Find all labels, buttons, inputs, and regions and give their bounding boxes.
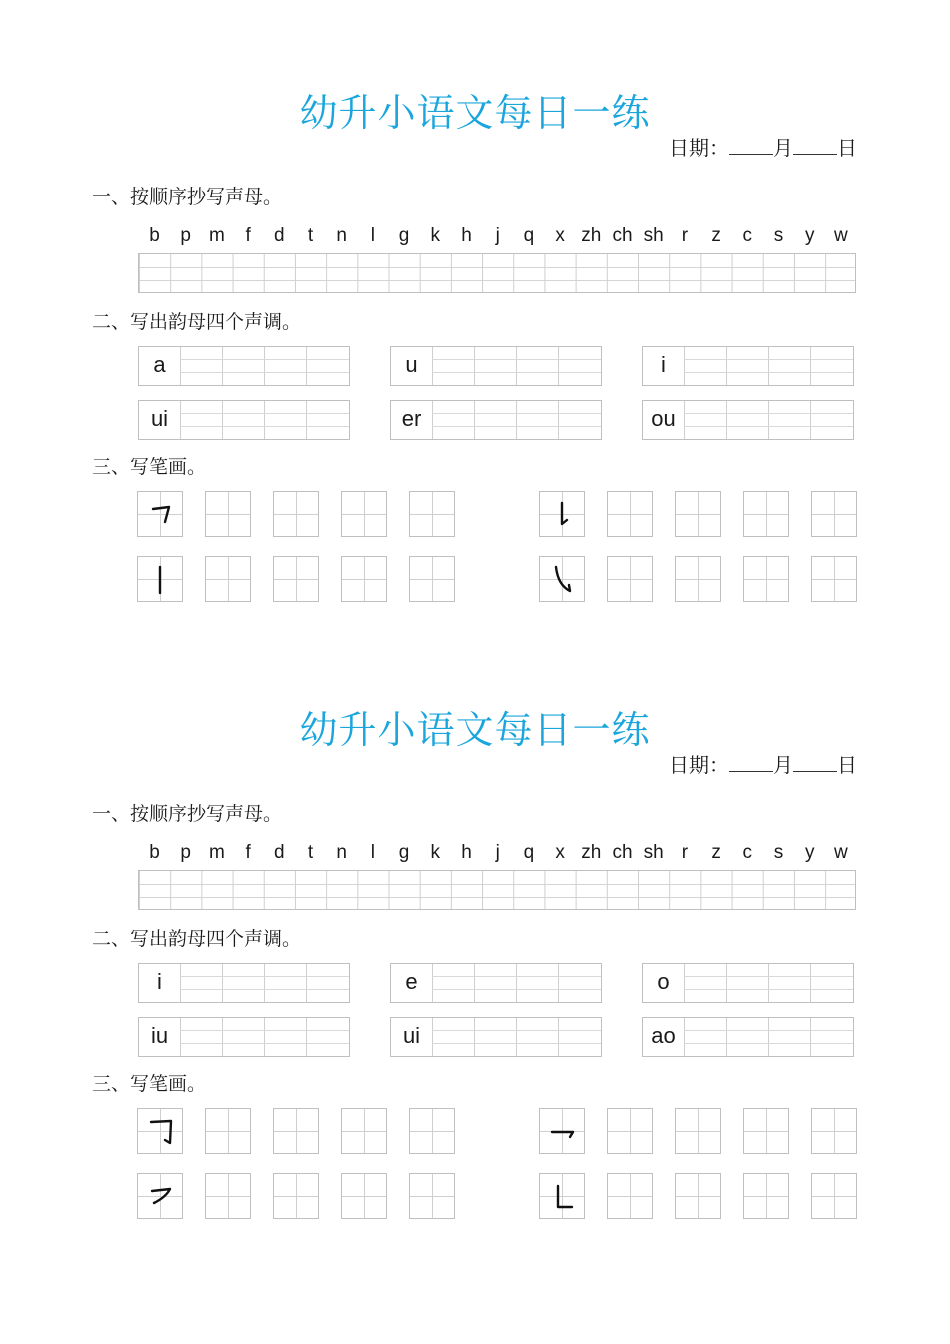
- heng-gou-icon: [540, 1109, 586, 1155]
- stroke-practice-box[interactable]: [811, 1173, 857, 1219]
- guide-line: [432, 1030, 601, 1031]
- tone-cell[interactable]: [558, 347, 600, 385]
- tone-cells[interactable]: [432, 1018, 601, 1056]
- tone-cell[interactable]: [180, 401, 222, 439]
- stroke-practice-box[interactable]: [205, 1108, 251, 1154]
- question-2-title: 二、写出韵母四个声调。: [92, 311, 302, 333]
- heng-zhe-gou-icon: [138, 1109, 184, 1155]
- tone-row[interactable]: [390, 400, 602, 440]
- tone-row[interactable]: [138, 346, 350, 386]
- consonant-letter: l: [370, 842, 375, 863]
- stroke-example-box: [137, 1108, 183, 1154]
- final-label: ui: [150, 406, 169, 431]
- tone-cell[interactable]: [768, 964, 810, 1002]
- tone-cell[interactable]: [474, 964, 516, 1002]
- tone-cell[interactable]: [516, 347, 558, 385]
- stroke-practice-box[interactable]: [743, 1173, 789, 1219]
- month-label: 月: [773, 753, 793, 777]
- consonant-letter: d: [274, 225, 285, 246]
- guide-line: [180, 1043, 349, 1044]
- guide-line: [684, 413, 853, 414]
- stroke-practice-box[interactable]: [205, 556, 251, 602]
- tone-cell[interactable]: [726, 964, 768, 1002]
- tone-cell[interactable]: [768, 401, 810, 439]
- tone-row[interactable]: [138, 400, 350, 440]
- tone-row[interactable]: [138, 963, 350, 1003]
- page-title: 幼升小语文每日一练: [299, 91, 651, 135]
- question-2-title: 二、写出韵母四个声调。: [92, 928, 302, 950]
- guide-line: [180, 1030, 349, 1031]
- consonant-letter: s: [773, 225, 784, 246]
- stroke-example-box: [137, 491, 183, 537]
- consonant-letter: l: [370, 225, 375, 246]
- stroke-practice-box[interactable]: [743, 556, 789, 602]
- stroke-practice-box[interactable]: [811, 491, 857, 537]
- guide-line: [684, 426, 853, 427]
- tone-row[interactable]: [390, 1017, 602, 1057]
- tone-cells[interactable]: [684, 347, 853, 385]
- shu-icon: [138, 557, 184, 603]
- consonant-letter: k: [430, 842, 441, 863]
- guide-line: [684, 372, 853, 373]
- tone-cells[interactable]: [432, 347, 601, 385]
- guide-line: [432, 976, 601, 977]
- guide-line: [180, 359, 349, 360]
- date-line: [669, 751, 857, 779]
- question-3-title: 三、写笔画。: [92, 1073, 207, 1095]
- consonant-letter: h: [461, 842, 472, 863]
- consonant-letter: h: [461, 225, 472, 246]
- consonant-list: [139, 222, 857, 250]
- tone-cells[interactable]: [684, 964, 853, 1002]
- tone-cell[interactable]: [264, 1018, 306, 1056]
- day-label: 日: [837, 136, 857, 160]
- tone-cells[interactable]: [180, 1018, 349, 1056]
- tone-row[interactable]: [642, 346, 854, 386]
- stroke-example-box: [539, 1108, 585, 1154]
- stroke-practice-box[interactable]: [341, 1173, 387, 1219]
- stroke-practice-box[interactable]: [811, 1108, 857, 1154]
- tone-row[interactable]: [642, 400, 854, 440]
- final-label: u: [405, 352, 418, 377]
- stroke-practice-box[interactable]: [273, 1173, 319, 1219]
- tone-cell[interactable]: [726, 401, 768, 439]
- consonant-letter: f: [245, 225, 251, 246]
- guide-line: [432, 413, 601, 414]
- tone-cell[interactable]: [432, 401, 474, 439]
- tone-cell[interactable]: [810, 401, 852, 439]
- tone-cell[interactable]: [474, 347, 516, 385]
- final-label: a: [153, 352, 166, 377]
- guide-line: [180, 976, 349, 977]
- consonant-letter: p: [180, 842, 191, 863]
- consonant-letter: r: [681, 842, 689, 863]
- tone-cell[interactable]: [558, 1018, 600, 1056]
- copy-writing-grid[interactable]: [138, 870, 856, 910]
- stroke-practice-box[interactable]: [409, 491, 455, 537]
- month-blank[interactable]: [729, 753, 773, 772]
- consonant-letter: f: [245, 842, 251, 863]
- stroke-practice-box[interactable]: [205, 491, 251, 537]
- stroke-example-box: [539, 1173, 585, 1219]
- stroke-practice-box[interactable]: [675, 1108, 721, 1154]
- consonant-letter: w: [834, 842, 848, 863]
- tone-cells[interactable]: [180, 401, 349, 439]
- stroke-practice-box[interactable]: [607, 491, 653, 537]
- tone-cell[interactable]: [726, 347, 768, 385]
- stroke-practice-box[interactable]: [409, 1108, 455, 1154]
- guide-line: [432, 989, 601, 990]
- final-label: ou: [651, 406, 676, 431]
- consonant-letter: n: [336, 842, 347, 863]
- stroke-practice-box[interactable]: [341, 1108, 387, 1154]
- consonant-letter: n: [336, 225, 347, 246]
- tone-cell[interactable]: [222, 1018, 264, 1056]
- stroke-example-box: [539, 556, 585, 602]
- stroke-practice-box[interactable]: [607, 556, 653, 602]
- tone-cell[interactable]: [222, 347, 264, 385]
- consonant-letter: x: [555, 842, 565, 863]
- guide-line: [684, 976, 853, 977]
- stroke-practice-box[interactable]: [273, 491, 319, 537]
- consonant-letter: t: [307, 842, 314, 863]
- consonant-letter: z: [711, 225, 721, 246]
- shu-zhe-icon: [540, 1174, 586, 1220]
- tone-cell[interactable]: [558, 964, 600, 1002]
- tone-cell[interactable]: [810, 347, 852, 385]
- tone-cells[interactable]: [180, 964, 349, 1002]
- tone-cell[interactable]: [432, 964, 474, 1002]
- consonant-letter: g: [398, 842, 410, 863]
- consonant-letter: g: [398, 225, 410, 246]
- stroke-practice-box[interactable]: [675, 1173, 721, 1219]
- tone-cell[interactable]: [516, 964, 558, 1002]
- stroke-practice-box[interactable]: [743, 491, 789, 537]
- date-label: 日期：: [669, 753, 729, 777]
- tone-cell[interactable]: [768, 347, 810, 385]
- tone-cell[interactable]: [810, 1018, 852, 1056]
- consonant-letter: d: [274, 842, 285, 863]
- tone-cell[interactable]: [306, 964, 348, 1002]
- final-label: o: [657, 969, 670, 994]
- consonant-letter: m: [208, 842, 225, 863]
- stroke-practice-box[interactable]: [811, 556, 857, 602]
- tone-cell[interactable]: [726, 1018, 768, 1056]
- stroke-practice-box[interactable]: [607, 1108, 653, 1154]
- question-1-title: 一、按顺序抄写声母。: [92, 186, 283, 208]
- day-label: 日: [837, 753, 857, 777]
- stroke-example-box: [539, 491, 585, 537]
- day-blank[interactable]: [793, 136, 837, 155]
- guide-line: [684, 1043, 853, 1044]
- guide-line: [432, 426, 601, 427]
- date-line: [669, 134, 857, 162]
- tone-cell[interactable]: [264, 964, 306, 1002]
- tone-cell[interactable]: [432, 1018, 474, 1056]
- consonant-letter: b: [149, 842, 160, 863]
- tone-row[interactable]: [138, 1017, 350, 1057]
- worksheet-1: [0, 0, 950, 620]
- date-label: 日期：: [669, 136, 729, 160]
- consonant-letter: sh: [643, 225, 664, 246]
- consonant-letter: y: [804, 842, 815, 863]
- tone-row[interactable]: [642, 1017, 854, 1057]
- guide-line: [432, 1043, 601, 1044]
- consonant-letter: m: [208, 225, 225, 246]
- consonant-letter: q: [523, 842, 535, 863]
- guide-line: [684, 359, 853, 360]
- final-label: iu: [150, 1023, 169, 1048]
- consonant-letter: zh: [581, 225, 602, 246]
- consonant-letter: y: [804, 225, 815, 246]
- consonant-letter: p: [180, 225, 191, 246]
- consonant-letter: b: [149, 225, 160, 246]
- tone-cell[interactable]: [684, 964, 726, 1002]
- tone-cell[interactable]: [474, 401, 516, 439]
- question-1-title: 一、按顺序抄写声母。: [92, 803, 283, 825]
- consonant-letter: zh: [581, 842, 602, 863]
- consonant-letter: ch: [612, 225, 633, 246]
- stroke-practice-box[interactable]: [273, 1108, 319, 1154]
- tone-cell[interactable]: [180, 964, 222, 1002]
- final-label: ao: [651, 1023, 676, 1048]
- final-label: ui: [402, 1023, 421, 1048]
- day-blank[interactable]: [793, 753, 837, 772]
- tone-cell[interactable]: [810, 964, 852, 1002]
- stroke-example-box: [137, 1173, 183, 1219]
- shu-ti-icon: [540, 492, 586, 538]
- consonant-letter: z: [711, 842, 721, 863]
- consonant-letter: t: [307, 225, 314, 246]
- month-blank[interactable]: [729, 136, 773, 155]
- guide-line: [432, 359, 601, 360]
- consonant-letter: sh: [643, 842, 664, 863]
- tone-cells[interactable]: [684, 1018, 853, 1056]
- tone-cell[interactable]: [558, 401, 600, 439]
- tone-cell[interactable]: [264, 347, 306, 385]
- tone-cell[interactable]: [474, 1018, 516, 1056]
- wo-gou-icon: [540, 557, 586, 603]
- tone-cell[interactable]: [222, 964, 264, 1002]
- tone-cells[interactable]: [180, 347, 349, 385]
- heng-pie-icon: [138, 1174, 184, 1220]
- tone-cell[interactable]: [180, 1018, 222, 1056]
- tone-row[interactable]: [390, 963, 602, 1003]
- copy-writing-grid[interactable]: [138, 253, 856, 293]
- guide-line: [180, 426, 349, 427]
- tone-cell[interactable]: [306, 347, 348, 385]
- tone-cells[interactable]: [432, 964, 601, 1002]
- stroke-example-box: [137, 556, 183, 602]
- stroke-practice-box[interactable]: [675, 491, 721, 537]
- consonant-letter: c: [742, 842, 753, 863]
- consonant-letter: s: [773, 842, 784, 863]
- stroke-practice-box[interactable]: [409, 1173, 455, 1219]
- consonant-letter: x: [555, 225, 565, 246]
- month-label: 月: [773, 136, 793, 160]
- final-label: i: [661, 352, 666, 377]
- stroke-practice-box[interactable]: [743, 1108, 789, 1154]
- stroke-practice-box[interactable]: [205, 1173, 251, 1219]
- tone-cell[interactable]: [306, 401, 348, 439]
- consonant-letter: w: [834, 225, 848, 246]
- tone-row[interactable]: [642, 963, 854, 1003]
- stroke-practice-box[interactable]: [409, 556, 455, 602]
- tone-cell[interactable]: [684, 401, 726, 439]
- heng-zhe-icon: [138, 492, 184, 538]
- tone-row[interactable]: [390, 346, 602, 386]
- final-label: e: [405, 969, 418, 994]
- consonant-letter: r: [681, 225, 689, 246]
- worksheet-2: [0, 617, 950, 1237]
- tone-cells[interactable]: [432, 401, 601, 439]
- final-label: er: [401, 406, 422, 431]
- page-title: 幼升小语文每日一练: [299, 708, 651, 752]
- guide-line: [180, 989, 349, 990]
- consonant-letter: j: [495, 842, 500, 863]
- tone-cell[interactable]: [264, 401, 306, 439]
- guide-line: [684, 989, 853, 990]
- guide-line: [180, 413, 349, 414]
- stroke-practice-box[interactable]: [273, 556, 319, 602]
- consonant-letter: q: [523, 225, 535, 246]
- tone-cell[interactable]: [516, 1018, 558, 1056]
- final-label: i: [157, 969, 162, 994]
- consonant-list: [139, 839, 857, 867]
- tone-cell[interactable]: [222, 401, 264, 439]
- tone-cell[interactable]: [684, 347, 726, 385]
- guide-line: [684, 1030, 853, 1031]
- guide-line: [432, 372, 601, 373]
- question-3-title: 三、写笔画。: [92, 456, 207, 478]
- tone-cell[interactable]: [180, 347, 222, 385]
- guide-line: [180, 372, 349, 373]
- consonant-letter: c: [742, 225, 753, 246]
- tone-cell[interactable]: [684, 1018, 726, 1056]
- stroke-practice-box[interactable]: [341, 556, 387, 602]
- stroke-practice-box[interactable]: [675, 556, 721, 602]
- consonant-letter: k: [430, 225, 441, 246]
- consonant-letter: j: [495, 225, 500, 246]
- tone-cell[interactable]: [516, 401, 558, 439]
- tone-cell[interactable]: [768, 1018, 810, 1056]
- stroke-practice-box[interactable]: [607, 1173, 653, 1219]
- tone-cell[interactable]: [306, 1018, 348, 1056]
- consonant-letter: ch: [612, 842, 633, 863]
- tone-cell[interactable]: [432, 347, 474, 385]
- stroke-practice-box[interactable]: [341, 491, 387, 537]
- tone-cells[interactable]: [684, 401, 853, 439]
